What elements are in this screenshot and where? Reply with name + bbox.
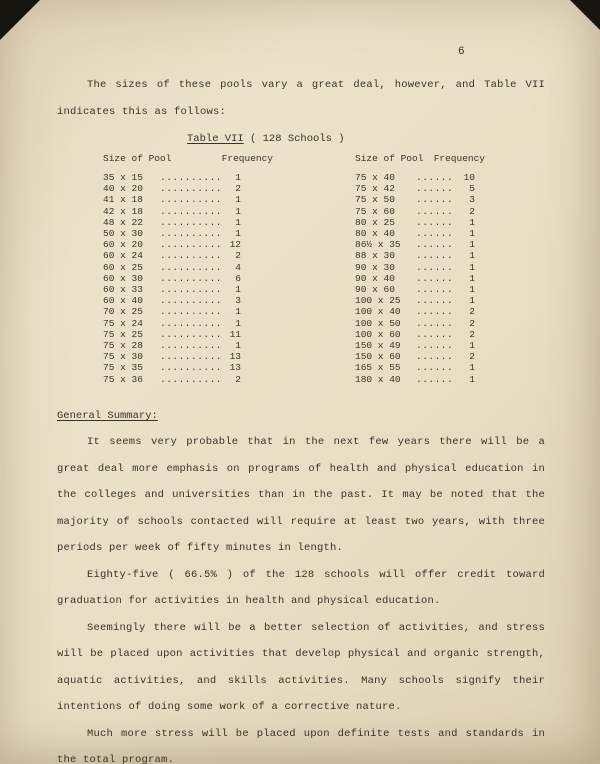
summary-paragraph-3: Seemingly there will be a better selection of activities, and stress will be placed upon activities that develop physical and organic strength, aquatic activities, and skills activities. Many schools signify their intentions of doing some work of a corrective nature. (57, 621, 545, 714)
page-number: 6 (458, 46, 465, 58)
dot-leader (157, 374, 221, 385)
table-row (355, 340, 485, 351)
frequency-value: 2 (469, 306, 475, 318)
pool-size: 60 x 33 (103, 284, 143, 296)
dot-leader (413, 250, 455, 261)
dot-leader (157, 206, 221, 217)
pool-size: 75 x 50 (355, 194, 395, 206)
frequency-value: 1 (469, 272, 475, 284)
frequency-value: 1 (235, 205, 241, 217)
table-row (355, 217, 485, 228)
dot-leader (157, 228, 221, 239)
pool-size: 75 x 36 (103, 373, 143, 385)
intro-paragraph: The sizes of these pools vary a great deal, however, and Table VII indicates this as follows: (57, 79, 545, 118)
frequency-value: 2 (235, 250, 241, 262)
table-row (355, 351, 485, 362)
table-right-rows (355, 172, 485, 385)
dot-leader (157, 273, 221, 284)
dot-leader (157, 217, 221, 228)
pool-size: 150 x 49 (355, 340, 401, 352)
column-header-size: Size of Pool (355, 153, 424, 164)
table-right-column (355, 153, 485, 385)
frequency-value: 1 (469, 228, 475, 240)
pool-size: 75 x 40 (355, 172, 395, 183)
table-row (103, 284, 273, 295)
frequency-value: 13 (229, 351, 241, 363)
dot-leader (413, 284, 455, 295)
dot-leader (157, 329, 221, 340)
frequency-value: 12 (229, 239, 241, 251)
frequency-value: 1 (469, 284, 475, 296)
frequency-value: 1 (469, 250, 475, 262)
dot-leader (413, 228, 455, 239)
column-header-frequency: Frequency (221, 153, 273, 164)
table-row (355, 172, 485, 183)
table-row (355, 194, 485, 205)
dot-leader (413, 183, 455, 194)
table-row (103, 318, 273, 329)
table-row (355, 206, 485, 217)
frequency-value: 1 (235, 216, 241, 228)
frequency-value: 2 (469, 205, 475, 217)
frequency-value: 1 (235, 317, 241, 329)
dot-leader (157, 194, 221, 205)
pool-size: 40 x 20 (103, 183, 143, 195)
frequency-value: 1 (235, 340, 241, 352)
table-row (355, 273, 485, 284)
pool-size: 80 x 25 (355, 216, 395, 228)
pool-size: 75 x 30 (103, 351, 143, 363)
frequency-value: 2 (469, 317, 475, 329)
frequency-value: 1 (469, 216, 475, 228)
pool-size: 60 x 20 (103, 239, 143, 251)
frequency-value: 1 (469, 340, 475, 352)
table-title (57, 133, 545, 145)
table-right-header (355, 153, 485, 164)
pool-size: 90 x 30 (355, 261, 395, 273)
dot-leader (413, 239, 455, 250)
dot-leader (413, 273, 455, 284)
table-left-rows (103, 172, 273, 385)
pool-size: 100 x 40 (355, 306, 401, 318)
pool-size: 150 x 60 (355, 351, 401, 363)
pool-size: 75 x 60 (355, 205, 395, 217)
general-summary-heading: General Summary: (57, 409, 158, 422)
pool-size: 100 x 50 (355, 317, 401, 329)
dot-leader (413, 262, 455, 273)
column-header-frequency: Frequency (433, 153, 485, 164)
table-row (355, 295, 485, 306)
table-row (103, 273, 273, 284)
dot-leader (157, 351, 221, 362)
pool-size: 75 x 28 (103, 340, 143, 352)
table-row (103, 340, 273, 351)
dot-leader (413, 362, 455, 373)
table-row (355, 250, 485, 261)
table-row (103, 228, 273, 239)
pool-size: 75 x 25 (103, 328, 143, 340)
table-row (103, 374, 273, 385)
dot-leader (157, 172, 221, 183)
frequency-value: 1 (235, 194, 241, 206)
dot-leader (413, 172, 455, 183)
dot-leader (157, 340, 221, 351)
pool-size: 60 x 24 (103, 250, 143, 262)
dot-leader (413, 351, 455, 362)
frequency-value: 1 (235, 306, 241, 318)
pool-size: 50 x 30 (103, 228, 143, 240)
frequency-value: 2 (469, 351, 475, 363)
table-row (355, 318, 485, 329)
pool-size: 180 x 40 (355, 373, 401, 385)
frequency-value: 11 (229, 328, 241, 340)
frequency-value: 1 (469, 295, 475, 307)
document-content (57, 72, 545, 764)
table-row (103, 351, 273, 362)
dot-leader (157, 284, 221, 295)
pool-size: 165 x 55 (355, 362, 401, 374)
table-row (355, 306, 485, 317)
dot-leader (157, 318, 221, 329)
table-row (103, 172, 273, 183)
dot-leader (413, 329, 455, 340)
pool-size: 41 x 18 (103, 194, 143, 206)
frequency-value: 1 (235, 172, 241, 183)
summary-paragraph-2: Eighty-five ( 66.5% ) of the 128 schools will offer credit toward graduation for activities in health and physical education. (57, 568, 545, 608)
frequency-value: 2 (469, 328, 475, 340)
frequency-value: 4 (235, 261, 241, 273)
pool-size: 75 x 24 (103, 317, 143, 329)
frequency-value: 2 (235, 373, 241, 385)
table-left-header (103, 153, 273, 164)
frequency-value: 13 (229, 362, 241, 374)
pool-size: 90 x 60 (355, 284, 395, 296)
frequency-value: 2 (235, 183, 241, 195)
table-row (355, 284, 485, 295)
scan-corner-top-left (0, 0, 40, 40)
table-row (103, 239, 273, 250)
frequency-value: 3 (469, 194, 475, 206)
dot-leader (413, 217, 455, 228)
pool-size: 48 x 22 (103, 216, 143, 228)
frequency-value: 10 (463, 172, 475, 183)
table-row (355, 183, 485, 194)
table-row (103, 329, 273, 340)
column-header-size: Size of Pool (103, 153, 172, 164)
pool-size: 90 x 40 (355, 272, 395, 284)
pool-size: 88 x 30 (355, 250, 395, 262)
dot-leader (157, 183, 221, 194)
pool-size: 100 x 25 (355, 295, 401, 307)
table-row (355, 262, 485, 273)
pool-size: 60 x 25 (103, 261, 143, 273)
dot-leader (157, 306, 221, 317)
dot-leader (413, 318, 455, 329)
table-row (103, 194, 273, 205)
pool-size: 75 x 35 (103, 362, 143, 374)
table-row (103, 217, 273, 228)
dot-leader (157, 250, 221, 261)
dot-leader (413, 340, 455, 351)
frequency-value: 1 (469, 261, 475, 273)
pool-size: 70 x 25 (103, 306, 143, 318)
frequency-value: 3 (235, 295, 241, 307)
pool-size: 80 x 40 (355, 228, 395, 240)
frequency-value: 6 (235, 272, 241, 284)
frequency-value: 1 (469, 362, 475, 374)
pool-size-frequency-table (57, 153, 545, 385)
pool-size: 60 x 30 (103, 272, 143, 284)
table-row (103, 250, 273, 261)
frequency-value: 1 (235, 228, 241, 240)
dot-leader (157, 295, 221, 306)
table-row (103, 362, 273, 373)
summary-paragraph-4: Much more stress will be placed upon definite tests and standards in the total program. (57, 727, 545, 764)
table-row (355, 362, 485, 373)
dot-leader (413, 194, 455, 205)
table-left-column (103, 153, 273, 385)
table-row (103, 206, 273, 217)
dot-leader (413, 374, 455, 385)
dot-leader (157, 362, 221, 373)
table-row (103, 295, 273, 306)
frequency-value: 1 (469, 373, 475, 385)
frequency-value: 5 (469, 183, 475, 195)
table-row (103, 306, 273, 317)
summary-paragraph-1: It seems very probable that in the next few years there will be a great deal more emphasis on programs of health and physical education in the colleges and universities than in the past. It may be noted that the majority of schools contacted will require at least two years, with three periods per week of fifty minutes in length. (57, 436, 545, 555)
table-row (103, 183, 273, 194)
dot-leader (157, 239, 221, 250)
table-title-suffix: ( 128 Schools ) (243, 133, 345, 145)
pool-size: 60 x 40 (103, 295, 143, 307)
dot-leader (413, 206, 455, 217)
pool-size: 86½ x 35 (355, 239, 401, 251)
table-row (355, 228, 485, 239)
table-row (103, 262, 273, 273)
table-row (355, 374, 485, 385)
pool-size: 42 x 18 (103, 205, 143, 217)
pool-size: 75 x 42 (355, 183, 395, 195)
dot-leader (157, 262, 221, 273)
dot-leader (413, 295, 455, 306)
table-row (355, 239, 485, 250)
dot-leader (413, 306, 455, 317)
table-title-label: Table VII (187, 133, 244, 145)
pool-size: 100 x 60 (355, 328, 401, 340)
pool-size: 35 x 15 (103, 172, 143, 183)
frequency-value: 1 (469, 239, 475, 251)
frequency-value: 1 (235, 284, 241, 296)
scan-corner-top-right (570, 0, 600, 30)
table-row (355, 329, 485, 340)
